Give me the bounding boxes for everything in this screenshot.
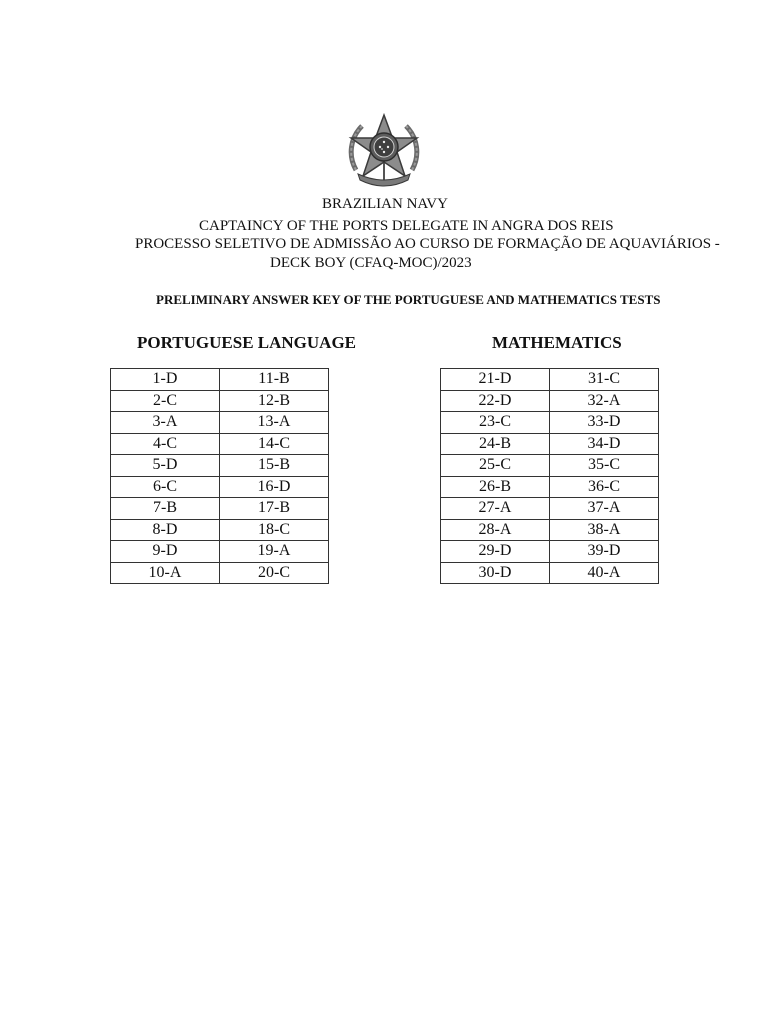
answer-cell: 27-A — [441, 498, 550, 520]
answer-cell: 11-B — [220, 369, 329, 391]
answer-cell: 31-C — [550, 369, 659, 391]
answer-cell: 40-A — [550, 562, 659, 584]
table-row — [441, 476, 659, 498]
table-row — [441, 412, 659, 434]
table-row — [111, 412, 329, 434]
table-row — [441, 455, 659, 477]
table-row — [111, 519, 329, 541]
answer-cell: 30-D — [441, 562, 550, 584]
answer-cell: 2-C — [111, 390, 220, 412]
answer-cell: 6-C — [111, 476, 220, 498]
table-row — [111, 369, 329, 391]
portuguese-answer-table — [110, 368, 329, 584]
coat-of-arms-emblem — [344, 112, 424, 188]
table-row — [111, 541, 329, 563]
answer-cell: 15-B — [220, 455, 329, 477]
answer-cell: 9-D — [111, 541, 220, 563]
table-row — [111, 390, 329, 412]
answer-cell: 39-D — [550, 541, 659, 563]
answer-cell: 19-A — [220, 541, 329, 563]
portuguese-heading: PORTUGUESE LANGUAGE — [137, 333, 357, 352]
answer-cell: 29-D — [441, 541, 550, 563]
answer-cell: 17-B — [220, 498, 329, 520]
table-row — [441, 498, 659, 520]
answer-cell: 14-C — [220, 433, 329, 455]
answer-cell: 28-A — [441, 519, 550, 541]
answer-cell: 13-A — [220, 412, 329, 434]
answer-cell: 25-C — [441, 455, 550, 477]
answer-cell: 12-B — [220, 390, 329, 412]
answer-cell: 36-C — [550, 476, 659, 498]
table-row — [111, 562, 329, 584]
answer-cell: 33-D — [550, 412, 659, 434]
answer-cell: 1-D — [111, 369, 220, 391]
document-subtitle: PRELIMINARY ANSWER KEY OF THE PORTUGUESE AND MATHEMATICS TESTS — [156, 292, 661, 307]
answer-cell: 18-C — [220, 519, 329, 541]
answer-cell: 3-A — [111, 412, 220, 434]
answer-cell: 8-D — [111, 519, 220, 541]
table-row — [441, 369, 659, 391]
header-line-processo: PROCESSO SELETIVO DE ADMISSÃO AO CURSO DE FORMAÇÃO DE AQUAVIÁRIOS - — [135, 236, 720, 252]
header-line-deck-boy: DECK BOY (CFAQ-MOC)/2023 — [270, 255, 472, 271]
answer-cell: 34-D — [550, 433, 659, 455]
table-row — [441, 562, 659, 584]
table-row — [441, 541, 659, 563]
answer-cell: 20-C — [220, 562, 329, 584]
table-row — [111, 498, 329, 520]
table-row — [111, 476, 329, 498]
answer-cell: 32-A — [550, 390, 659, 412]
mathematics-answer-table — [440, 368, 659, 584]
answer-cell: 4-C — [111, 433, 220, 455]
table-row — [441, 433, 659, 455]
header-line-navy: BRAZILIAN NAVY — [322, 196, 448, 212]
table-row — [111, 433, 329, 455]
answer-cell: 21-D — [441, 369, 550, 391]
table-row — [441, 390, 659, 412]
answer-cell: 16-D — [220, 476, 329, 498]
answer-cell: 22-D — [441, 390, 550, 412]
answer-cell: 35-C — [550, 455, 659, 477]
answer-cell: 7-B — [111, 498, 220, 520]
answer-cell: 24-B — [441, 433, 550, 455]
answer-cell: 26-B — [441, 476, 550, 498]
answer-cell: 37-A — [550, 498, 659, 520]
table-row — [441, 519, 659, 541]
answer-cell: 10-A — [111, 562, 220, 584]
header-line-captaincy: CAPTAINCY OF THE PORTS DELEGATE IN ANGRA DOS REIS — [199, 218, 614, 234]
mathematics-heading: MATHEMATICS — [492, 333, 622, 352]
answer-cell: 38-A — [550, 519, 659, 541]
answer-cell: 23-C — [441, 412, 550, 434]
table-row — [111, 455, 329, 477]
answer-cell: 5-D — [111, 455, 220, 477]
